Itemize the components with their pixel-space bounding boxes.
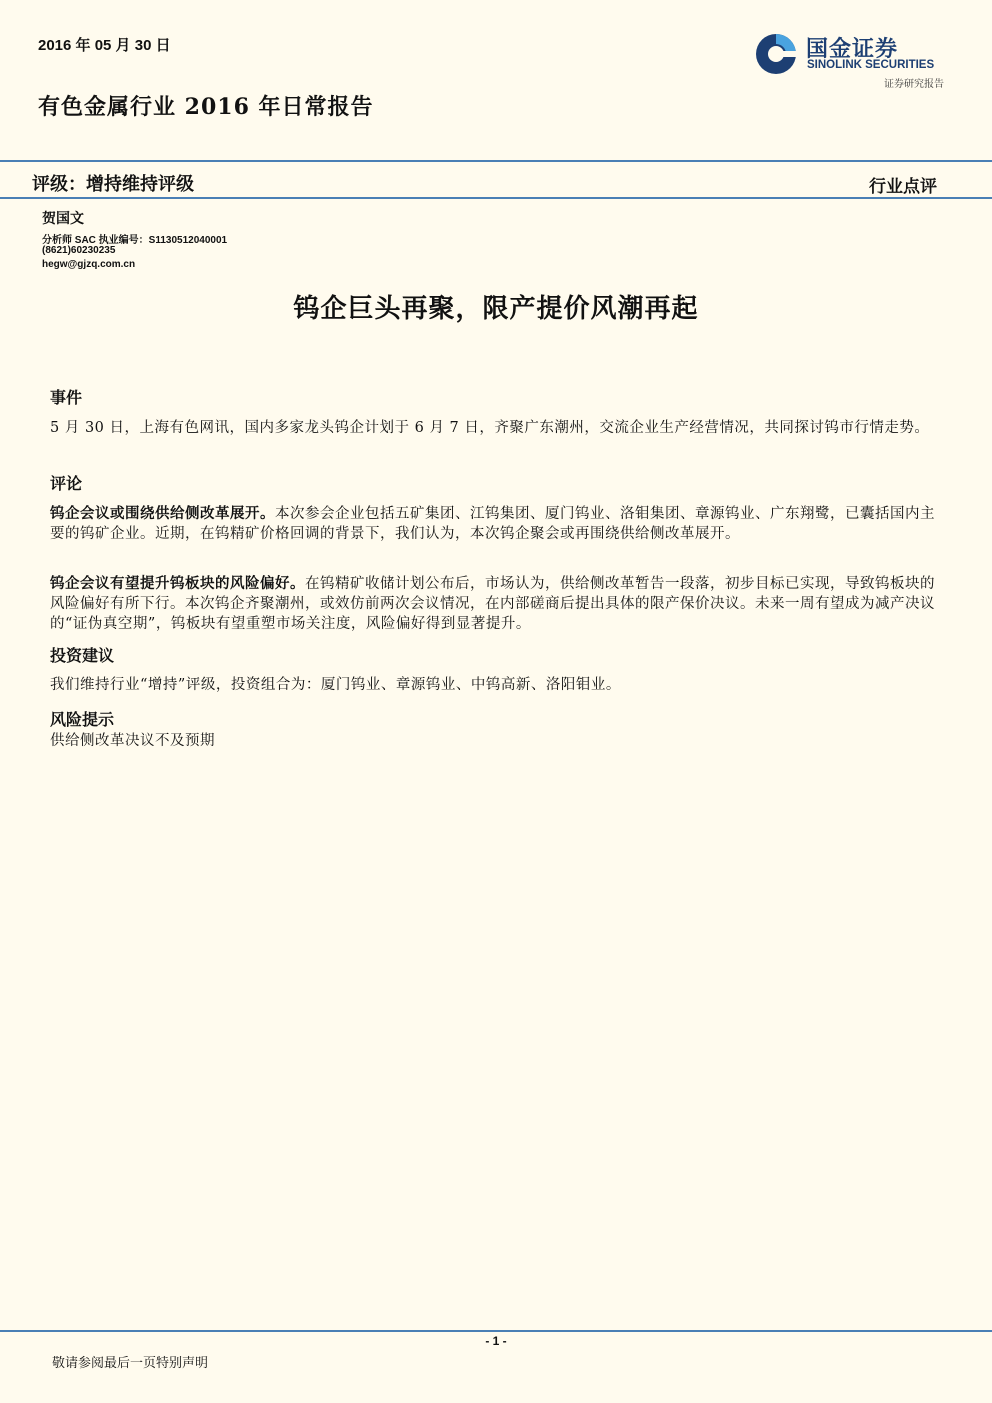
comment-paragraph-1-lead: 钨企会议或围绕供给侧改革展开。	[50, 505, 275, 522]
sinolink-logo-icon	[754, 32, 798, 76]
section-heading-investment: 投资建议	[50, 646, 115, 665]
report-category: 行业点评	[869, 177, 937, 197]
header-divider-top	[0, 160, 992, 162]
section-heading-risk: 风险提示	[50, 710, 115, 729]
analyst-name: 贺国文	[42, 211, 84, 227]
analyst-email: hegw@gjzq.com.cn	[42, 259, 136, 270]
investment-paragraph: 我们维持行业“增持”评级，投资组合为：厦门钨业、章源钨业、中钨高新、洛阳钼业。	[50, 677, 621, 693]
logo-subtitle: 证券研究报告	[884, 79, 944, 90]
page-number: - 1 -	[485, 1334, 507, 1348]
report-title: 有色金属行业 2016 年日常报告	[38, 94, 374, 120]
analyst-sac-number: 分析师 SAC 执业编号：S1130512040001	[42, 235, 228, 246]
logo-name-cn: 国金证券	[806, 37, 899, 62]
comment-paragraph-1	[50, 504, 935, 544]
rating-label: 评级：增持维持评级	[32, 174, 194, 195]
article-headline: 钨企巨头再聚，限产提价风潮再起	[293, 294, 699, 324]
header-divider-bottom	[0, 197, 992, 199]
report-date: 2016 年 05 月 30 日	[38, 37, 171, 54]
section-heading-event: 事件	[50, 388, 83, 407]
comment-paragraph-2-lead: 钨企会议有望提升钨板块的风险偏好。	[50, 575, 305, 592]
logo-name-en: SINOLINK SECURITIES	[807, 59, 935, 71]
comment-paragraph-2	[50, 574, 935, 634]
footer-disclaimer: 敬请参阅最后一页特别声明	[52, 1356, 209, 1371]
comment-paragraph-2-body: 在钨精矿收储计划公布后，市场认为，供给侧改革暂告一段落，初步目标已实现，导致钨板块的风险偏好有所下行。本次钨企齐聚潮州，或效仿前两次会议情况，在内部磋商后提出具体的限产保价决议。未来一周有望成为减产决议的“证伪真空期”，钨板块有望重塑市场关注度，风险偏好得到显著提升。	[50, 576, 935, 632]
footer-divider	[0, 1330, 992, 1332]
risk-paragraph: 供给侧改革决议不及预期	[50, 733, 215, 749]
section-heading-comment: 评论	[50, 474, 83, 493]
event-paragraph: 5 月 30 日，上海有色网讯，国内多家龙头钨企计划于 6 月 7 日，齐聚广东潮州，交流企业生产经营情况，共同探讨钨市行情走势。	[50, 420, 930, 436]
analyst-phone: (8621)60230235	[42, 245, 116, 256]
company-logo	[754, 30, 944, 90]
comment-paragraph-1-body: 本次参会企业包括五矿集团、江钨集团、厦门钨业、洛钼集团、章源钨业、广东翔鹭，已囊括国内主要的钨矿企业。近期，在钨精矿价格回调的背景下，我们认为，本次钨企聚会或再围绕供给侧改革展开。	[50, 506, 935, 542]
